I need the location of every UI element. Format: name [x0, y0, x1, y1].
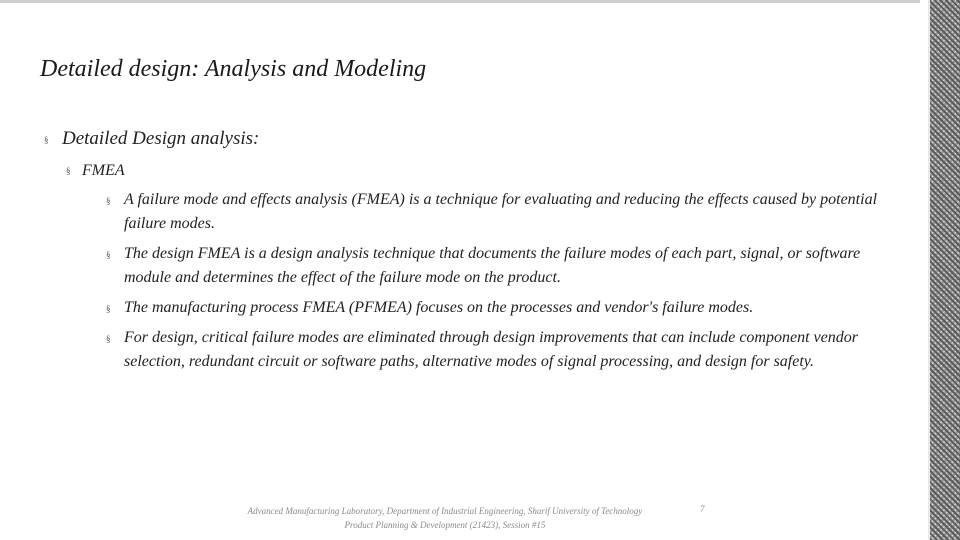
bullet-item: [44, 296, 890, 320]
slide-title: Detailed design: Analysis and Modeling: [40, 56, 427, 82]
bullet-item-text: The design FMEA is a design analysis technique that documents the failure modes of each part, signal, or software module and determines the effect of the failure mode on the product.: [124, 245, 861, 286]
bullet-item: [44, 326, 890, 374]
footer: [180, 504, 710, 532]
bullet-square-icon: §: [106, 304, 111, 314]
decorative-side-pattern: [930, 0, 960, 540]
top-rule: [0, 0, 920, 3]
bullet-square-icon: §: [106, 334, 111, 344]
bullet-square-icon: §: [106, 196, 111, 206]
bullet-item-text: For design, critical failure modes are eliminated through design improvements that can include component vendor selection, redundant circuit or software paths, alternative modes of signal processing, and design for safety.: [124, 329, 858, 370]
bullet-item-text: The manufacturing process FMEA (PFMEA) focuses on the processes and vendor's failure modes.: [124, 299, 754, 316]
bullet-square-icon: §: [66, 166, 71, 176]
bullet-item: [44, 242, 890, 290]
footer-line-2: Product Planning & Development (21423), Session #15: [344, 520, 546, 530]
bullet-square-icon: §: [44, 135, 49, 145]
bullet-level1-text: Detailed Design analysis:: [62, 128, 260, 149]
bullet-item-text: A failure mode and effects analysis (FMEA) is a technique for evaluating and reducing the effects caused by potential failure modes.: [124, 191, 878, 232]
slide-content: [44, 126, 890, 380]
bullet-level2: [44, 160, 890, 182]
bullet-level2-text: FMEA: [82, 162, 125, 179]
bullet-item: [44, 188, 890, 236]
bullet-level1: [44, 126, 890, 152]
page-number: 7: [700, 504, 705, 514]
bullet-square-icon: §: [106, 250, 111, 260]
footer-line-1: Advanced Manufacturing Laboratory, Department of Industrial Engineering, Sharif University of Technology: [247, 506, 643, 516]
